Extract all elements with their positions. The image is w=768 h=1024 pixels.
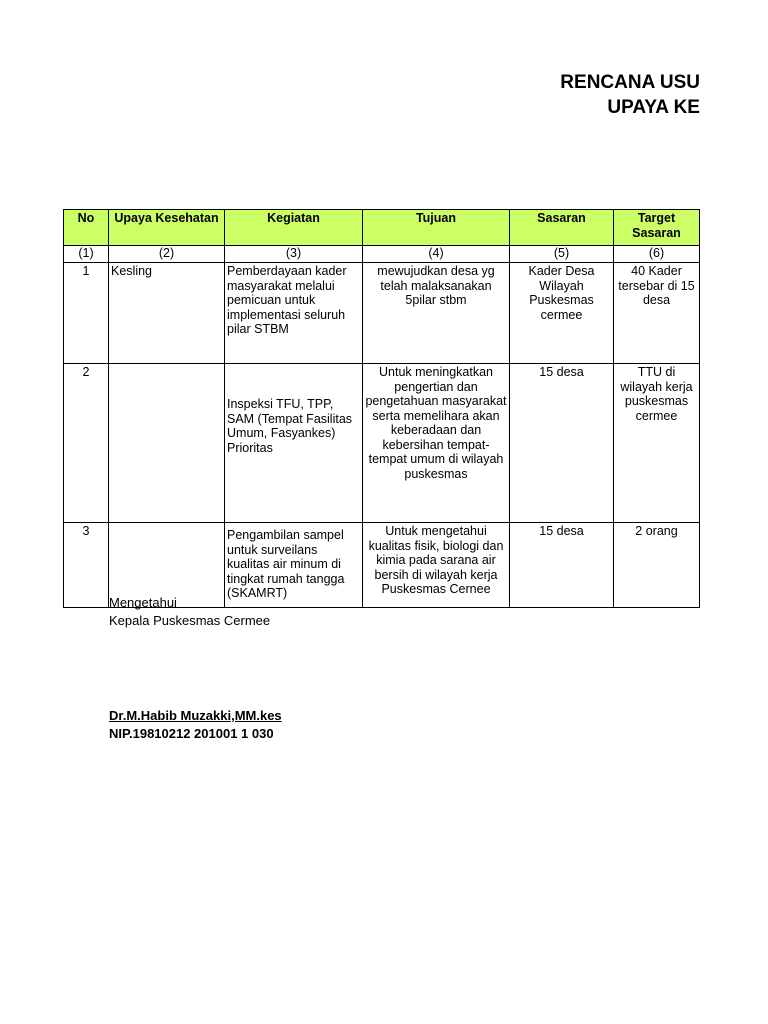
column-number-row	[64, 246, 700, 263]
cell-tujuan: Untuk mengetahui kualitas fisik, biologi dan kimia pada sarana air bersih di wilayah kerja Puskesmas Cernee	[363, 523, 510, 608]
cell-tujuan: Untuk meningkatkan pengertian dan pengetahuan masyarakat serta memelihara akan keberadaan dan kebersihan tempat-tempat umum di wilayah puskesmas	[363, 364, 510, 523]
cell-sasaran: 15 desa	[510, 364, 614, 523]
cell-target: TTU di wilayah kerja puskesmas cermee	[614, 364, 700, 523]
header-kegiatan: Kegiatan	[225, 210, 363, 246]
cell-sasaran: 15 desa	[510, 523, 614, 608]
signature-position: Kepala Puskesmas Cermee	[109, 613, 271, 628]
header-target-sasaran: Target Sasaran	[614, 210, 700, 246]
column-number: (4)	[363, 246, 510, 263]
cell-target: 2 orang	[614, 523, 700, 608]
header-upaya-kesehatan: Upaya Kesehatan	[109, 210, 225, 246]
table-row	[64, 364, 700, 523]
plan-table	[63, 209, 700, 608]
signatory-name: Dr.M.Habib Muzakki,MM.kes	[109, 708, 282, 723]
signature-mengetahui: Mengetahui	[109, 595, 177, 610]
header-tujuan: Tujuan	[363, 210, 510, 246]
cell-no: 2	[64, 364, 109, 523]
table-header-row	[64, 210, 700, 246]
cell-no: 1	[64, 263, 109, 364]
header-no: No	[64, 210, 109, 246]
document-title-line1: RENCANA USU	[560, 72, 700, 93]
cell-upaya: Kesling	[109, 263, 225, 364]
table-row	[64, 263, 700, 364]
column-number: (3)	[225, 246, 363, 263]
column-number: (2)	[109, 246, 225, 263]
cell-tujuan: mewujudkan desa yg telah malaksanakan 5pilar stbm	[363, 263, 510, 364]
cell-kegiatan: Pemberdayaan kader masyarakat melalui pemicuan untuk implementasi seluruh pilar STBM	[225, 263, 363, 364]
document-title-line2: UPAYA KE	[607, 97, 700, 118]
column-number: (5)	[510, 246, 614, 263]
header-sasaran: Sasaran	[510, 210, 614, 246]
column-number: (6)	[614, 246, 700, 263]
cell-kegiatan: Inspeksi TFU, TPP, SAM (Tempat Fasilitas Umum, Fasyankes) Prioritas	[225, 364, 363, 523]
signatory-nip: NIP.19810212 201001 1 030	[109, 726, 274, 741]
column-number: (1)	[64, 246, 109, 263]
cell-upaya	[109, 364, 225, 523]
cell-sasaran: Kader Desa Wilayah Puskesmas cermee	[510, 263, 614, 364]
cell-no: 3	[64, 523, 109, 608]
cell-kegiatan: Pengambilan sampel untuk surveilans kualitas air minum di tingkat rumah tangga (SKAMRT)	[225, 523, 363, 608]
cell-target: 40 Kader tersebar di 15 desa	[614, 263, 700, 364]
